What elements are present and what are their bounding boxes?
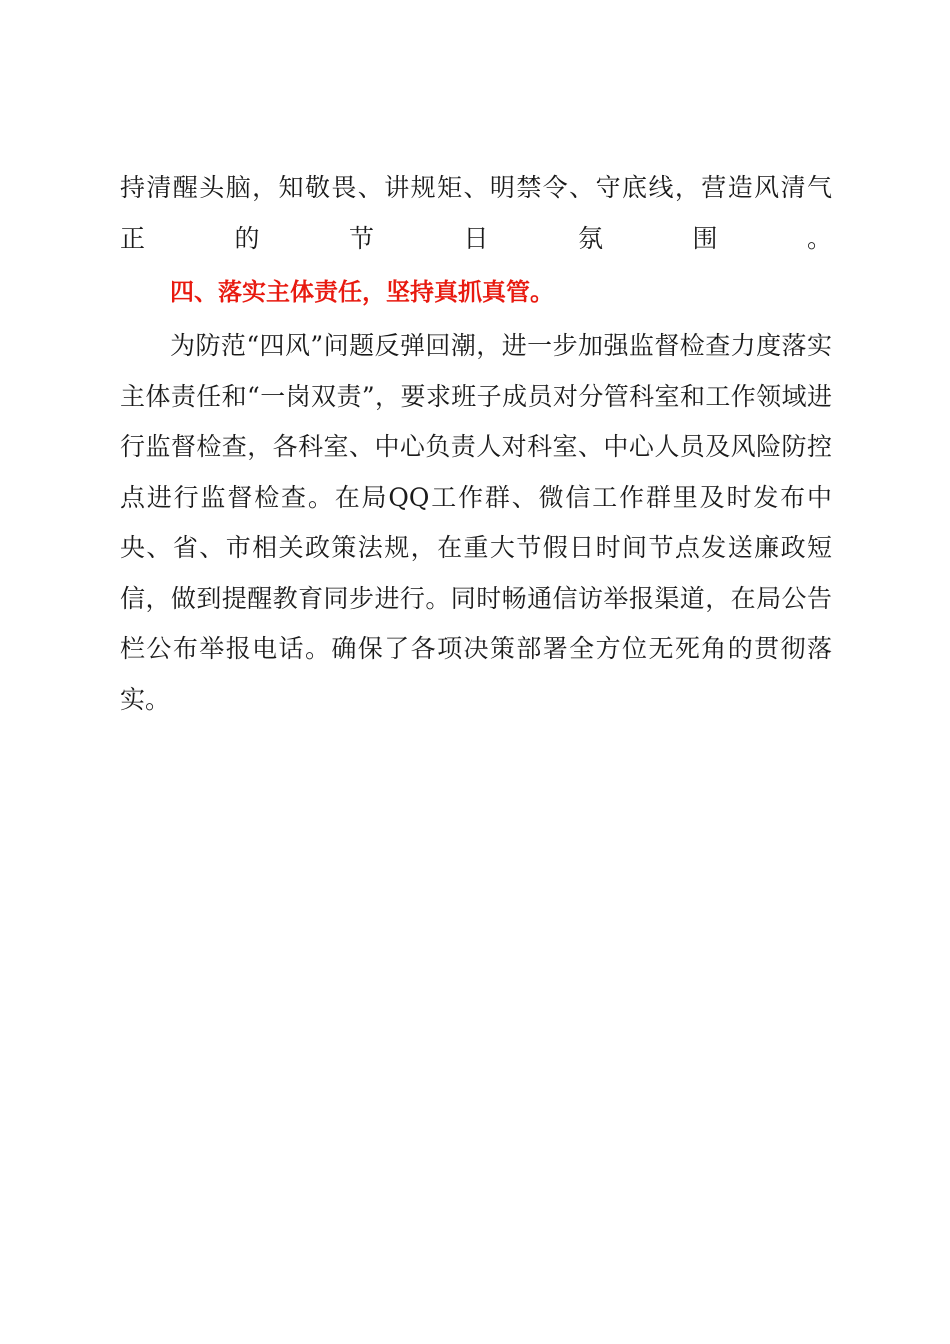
document-body (120, 162, 832, 725)
paragraph-line-1: 持清醒头脑，知敬畏、讲规矩、明禁令、守底线，营造风清气 (120, 173, 832, 202)
section-heading: 四、落实主体责任，坚持真抓真管。 (170, 278, 554, 306)
paragraph-line-2: 正的节日氛围。 (120, 224, 832, 253)
section-body-paragraph: 为防范“四风”问题反弹回潮，进一步加强监督检查力度落实主体责任和“一岗双责”，要求班子成员对分管科室和工作领域进行监督检查，各科室、中心负责人对科室、中心人员及风险防控点进行监督检查。在局QQ工作群、微信工作群里及时发布中央、省、市相关政策法规，在重大节假日时间节点发送廉政短信，做到提醒教育同步进行。同时畅通信访举报渠道，在局公告栏公布举报电话。确保了各项决策部署全方位无死角的贯彻落实。 (120, 331, 832, 714)
